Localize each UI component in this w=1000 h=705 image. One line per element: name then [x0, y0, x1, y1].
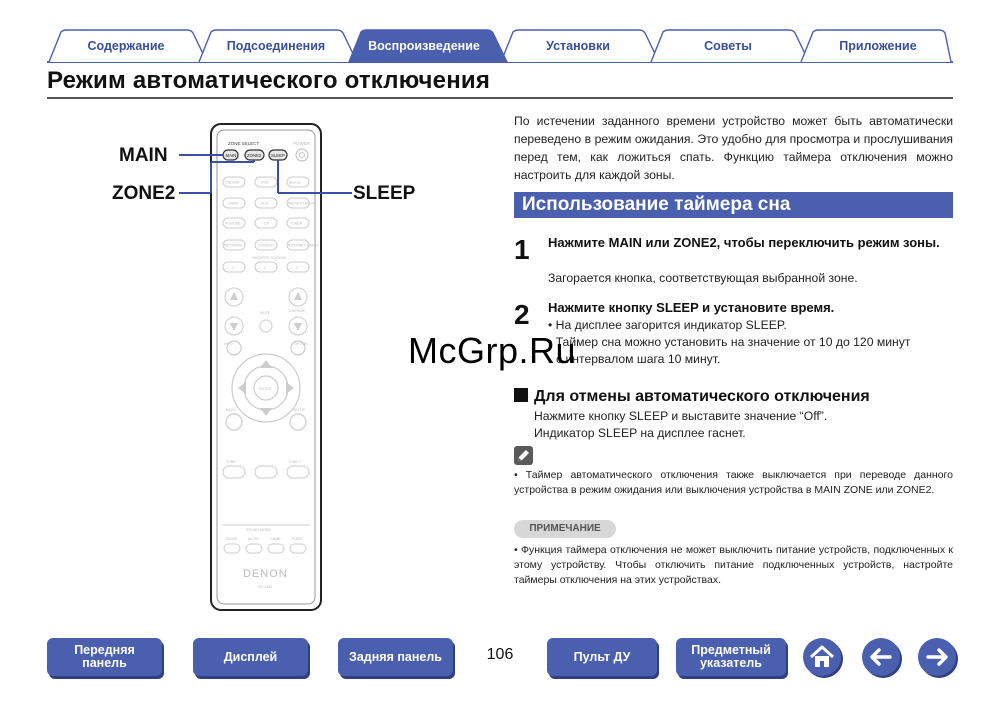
- top-tab-bar: [47, 28, 953, 64]
- intro-paragraph: По истечении заданного времени устройство может быть автоматически переведено в режим ожидания. Это удобно для просмотра и прослушивания перед тем, как ложиться спать. Функцию таймера отключения можно настроить для каждой зоны.: [514, 114, 953, 182]
- cancel-text-2: Индикатор SLEEP на дисплее гаснет.: [534, 426, 746, 440]
- square-bullet-icon: [514, 388, 528, 402]
- tip-note: • Таймер автоматического отключения также выключается при переводе данного устройства в режим ожидания или выключения устройства в MAIN ZONE или ZONE2.: [514, 469, 953, 496]
- forward-button[interactable]: [918, 638, 956, 676]
- power-label: POWER: [293, 141, 311, 146]
- svg-text:SOUND MODE: SOUND MODE: [246, 528, 271, 532]
- remote-button[interactable]: [547, 638, 657, 676]
- page-number: 106: [486, 646, 514, 663]
- svg-text:Blu-ray: Blu-ray: [289, 180, 301, 185]
- tab-appendix[interactable]: Приложение: [839, 39, 917, 53]
- cancel-heading-text: Для отмены автоматического отключения: [534, 388, 870, 405]
- svg-text:ENTER: ENTER: [259, 387, 272, 391]
- svg-text:PURE: PURE: [292, 537, 302, 541]
- callout-sleep: SLEEP: [353, 183, 416, 204]
- cancel-heading: [514, 388, 870, 406]
- svg-text:DVD: DVD: [261, 180, 269, 185]
- arrow-right-icon: [918, 638, 956, 676]
- svg-text:MEDIA PLAYER: MEDIA PLAYER: [288, 201, 315, 206]
- warning-note: • Функция таймера отключения не может выключить питание устройств, подключенных к этому устройству. Чтобы отключить питание подключенных устройств, настройте таймеры отключения на этих устройствах.: [514, 544, 953, 586]
- svg-text:OPTION: OPTION: [294, 342, 308, 346]
- front-panel-label-2: панель: [82, 656, 127, 670]
- display-button[interactable]: [193, 638, 308, 676]
- svg-text:NETWORK: NETWORK: [224, 243, 243, 248]
- callout-main: MAIN: [119, 145, 168, 166]
- callout-zone2: ZONE2: [112, 183, 176, 204]
- svg-text:INFO: INFO: [224, 342, 233, 346]
- note-badge: ПРИМЕЧАНИЕ: [514, 520, 616, 538]
- page-title: Режим автоматического отключения: [47, 67, 491, 94]
- remote-illustration: [100, 120, 430, 615]
- step-1-text: Загорается кнопка, соответствующая выбранной зоне.: [548, 271, 858, 285]
- step-1-number: 1: [514, 234, 530, 265]
- index-label-1: Предметный: [691, 643, 771, 657]
- svg-text:2: 2: [264, 266, 266, 270]
- main-button-text: MAIN: [225, 153, 237, 158]
- svg-text:MUSIC: MUSIC: [248, 537, 260, 541]
- svg-text:FAVORITE STATION: FAVORITE STATION: [252, 256, 286, 260]
- svg-text:MOVIE: MOVIE: [226, 537, 238, 541]
- svg-text:INTERNET RADIO: INTERNET RADIO: [288, 243, 319, 248]
- svg-text:BACK: BACK: [226, 408, 236, 412]
- svg-text:GAME: GAME: [270, 537, 281, 541]
- front-panel-label-1: Передняя: [74, 643, 135, 657]
- pencil-icon: [514, 446, 533, 465]
- tab-tips[interactable]: Советы: [704, 39, 752, 53]
- step-1-heading: Нажмите MAIN или ZONE2, чтобы переключить режим зоны.: [548, 235, 940, 250]
- display-label: Дисплей: [223, 650, 278, 664]
- back-button[interactable]: [862, 638, 900, 676]
- zone-select-label: ZONE SELECT: [228, 141, 260, 146]
- title-divider: [47, 97, 953, 99]
- step-2-heading: Нажмите кнопку SLEEP и установите время.: [548, 300, 835, 315]
- home-icon: [803, 638, 841, 676]
- svg-text:TUNE −: TUNE −: [226, 460, 239, 464]
- step-2-bullet-1: • На дисплее загорится индикатор SLEEP.: [548, 318, 787, 332]
- svg-text:CH/PAGE: CH/PAGE: [289, 309, 305, 313]
- step-2-bullet-2-cont: с интервалом шага 10 минут.: [556, 352, 721, 366]
- home-button[interactable]: [803, 638, 841, 676]
- step-2-bullet-2: • Таймер сна можно установить на значение от 10 до 120 минут: [548, 335, 911, 349]
- svg-text:CD: CD: [264, 221, 270, 226]
- svg-text:1: 1: [232, 266, 234, 270]
- svg-text:TV AUDIO: TV AUDIO: [257, 243, 274, 248]
- remote-brand: DENON: [243, 568, 288, 580]
- step-2-number: 2: [514, 299, 530, 330]
- front-panel-button[interactable]: [47, 638, 162, 676]
- watermark: McGrp.Ru: [408, 330, 577, 371]
- rear-panel-button[interactable]: [338, 638, 453, 676]
- svg-text:MUTE: MUTE: [260, 311, 271, 315]
- svg-text:AUX: AUX: [261, 201, 269, 206]
- svg-text:3: 3: [296, 266, 298, 270]
- svg-text:GAME: GAME: [228, 201, 239, 206]
- sleep-button-text: SLEEP: [271, 153, 285, 158]
- tab-playback[interactable]: Воспроизведение: [368, 39, 480, 53]
- svg-text:CBL/SAT: CBL/SAT: [225, 180, 240, 185]
- tab-connections[interactable]: Подсоединения: [226, 39, 326, 53]
- svg-text:TUNE +: TUNE +: [288, 460, 301, 464]
- tab-contents[interactable]: Содержание: [87, 39, 165, 53]
- index-button[interactable]: [676, 638, 786, 676]
- remote-label: Пульт ДУ: [573, 650, 631, 664]
- svg-text:iPod/USB: iPod/USB: [225, 221, 241, 226]
- arrow-left-icon: [862, 638, 900, 676]
- tab-settings[interactable]: Установки: [546, 39, 610, 53]
- cancel-text-1: Нажмите кнопку SLEEP и выставите значение “Off”.: [534, 409, 828, 423]
- svg-text:SETUP: SETUP: [293, 408, 305, 412]
- remote-model: RC-1183: [258, 585, 273, 589]
- index-label-2: указатель: [699, 656, 762, 670]
- zone2-button-text: ZONE2: [247, 153, 262, 158]
- section-heading: Использование таймера сна: [514, 192, 953, 218]
- svg-text:TUNER: TUNER: [290, 221, 303, 226]
- rear-panel-label: Задняя панель: [349, 650, 442, 664]
